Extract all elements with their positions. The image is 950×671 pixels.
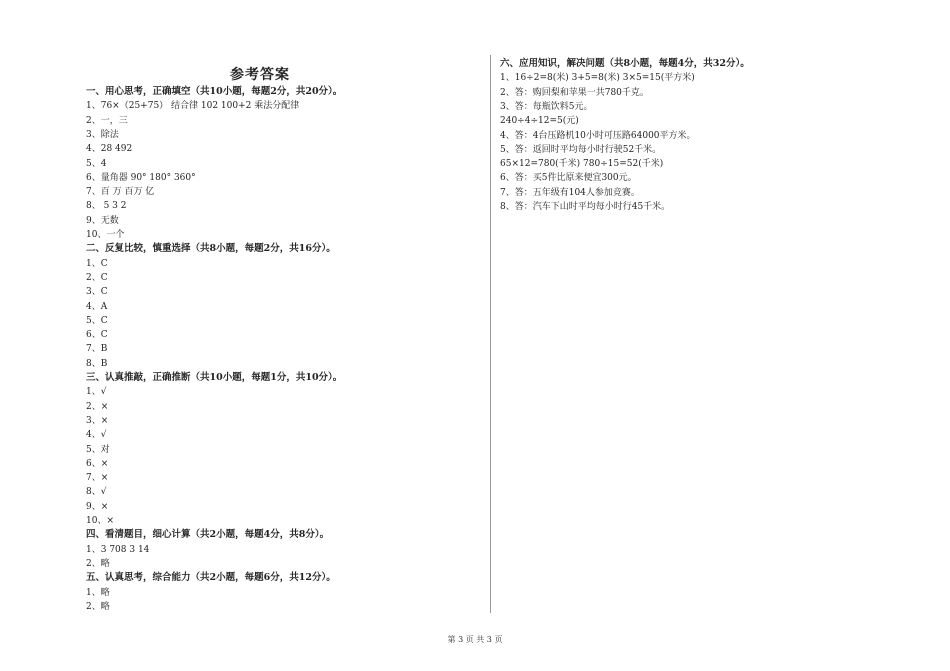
answer-line: 6、C [86, 330, 108, 341]
answer-line: 7、× [86, 473, 109, 484]
page-footer: 第 3 页 共 3 页 [447, 635, 503, 644]
answer-line: 4、答：4台压路机10小时可压路64000平方米。 [500, 130, 696, 141]
answer-line: 1、3 708 3 14 [86, 544, 150, 555]
answer-line: 9、× [86, 501, 109, 512]
answer-line: 10、一个 [86, 230, 125, 240]
answer-line: 2、略 [86, 558, 110, 569]
answer-line: 3、× [86, 415, 109, 426]
answer-line: 6、量角器 90° 180° 360° [86, 172, 196, 183]
answer-line: 6、答：买5件比原来便宜300元。 [500, 173, 637, 184]
page-title: 参考答案 [230, 67, 290, 83]
answer-line: 3、除法 [86, 129, 119, 140]
answer-line: 5、答：返回时平均每小时行驶52千米。 [500, 144, 662, 155]
answer-line: 240÷4÷12=5(元) [500, 116, 579, 127]
answer-line: 5、对 [86, 444, 110, 455]
answer-line: 4、A [86, 301, 108, 312]
answer-line: 1、76×（25+75） 结合律 102 100+2 乘法分配律 [86, 101, 300, 112]
answer-line: 3、C [86, 287, 108, 298]
answer-line: 1、√ [86, 387, 107, 398]
answer-line: 10、× [86, 516, 114, 526]
answer-line: 2、C [86, 272, 108, 283]
answer-line: 6、× [86, 458, 109, 469]
answer-line: 8、√ [86, 487, 107, 498]
answer-line: 2、略 [86, 601, 110, 612]
answer-line: 1、略 [86, 587, 110, 598]
answer-line: 8、B [86, 358, 108, 369]
answer-line: 7、答：五年级有104人参加竞赛。 [500, 187, 640, 198]
column-divider [490, 55, 491, 613]
answer-line: 3、答：每瓶饮料5元。 [500, 101, 593, 112]
section-heading: 二、反复比较，慎重选择（共8小题，每题2分，共16分）。 [86, 243, 336, 255]
answer-line: 4、28 492 [86, 144, 133, 155]
answer-line: 9、无数 [86, 215, 119, 226]
section-heading: 三、认真推敲，正确推断（共10小题，每题1分，共10分）。 [86, 372, 343, 383]
answer-line: 2、× [86, 401, 109, 412]
answer-line: 1、16÷2=8(米) 3+5=8(米) 3×5=15(平方米) [500, 73, 695, 84]
answer-line: 7、百 万 百万 亿 [86, 187, 155, 198]
answer-line: 2、答：购回梨和苹果一共780千克。 [500, 87, 649, 98]
answer-line: 1、C [86, 258, 108, 269]
section-heading: 一、用心思考，正确填空（共10小题，每题2分，共20分）。 [86, 86, 343, 97]
answer-line: 7、B [86, 344, 108, 355]
answer-line: 65×12=780(千米) 780÷15=52(千米) [500, 159, 664, 170]
answer-line: 5、C [86, 315, 108, 326]
answer-line: 5、4 [86, 158, 107, 169]
section-heading: 五、认真思考，综合能力（共2小题，每题6分，共12分）。 [86, 572, 336, 584]
section-heading: 四、看清题目，细心计算（共2小题，每题4分，共8分）。 [86, 529, 330, 541]
answer-line: 2、一，三 [86, 115, 128, 126]
answer-line: 4、√ [86, 430, 107, 441]
answer-line: 8、答：汽车下山时平均每小时行45千米。 [500, 202, 671, 212]
answer-line: 8、 5 3 2 [86, 201, 127, 212]
section-heading: 六、应用知识，解决问题（共8小题，每题4分，共32分）。 [500, 58, 750, 69]
